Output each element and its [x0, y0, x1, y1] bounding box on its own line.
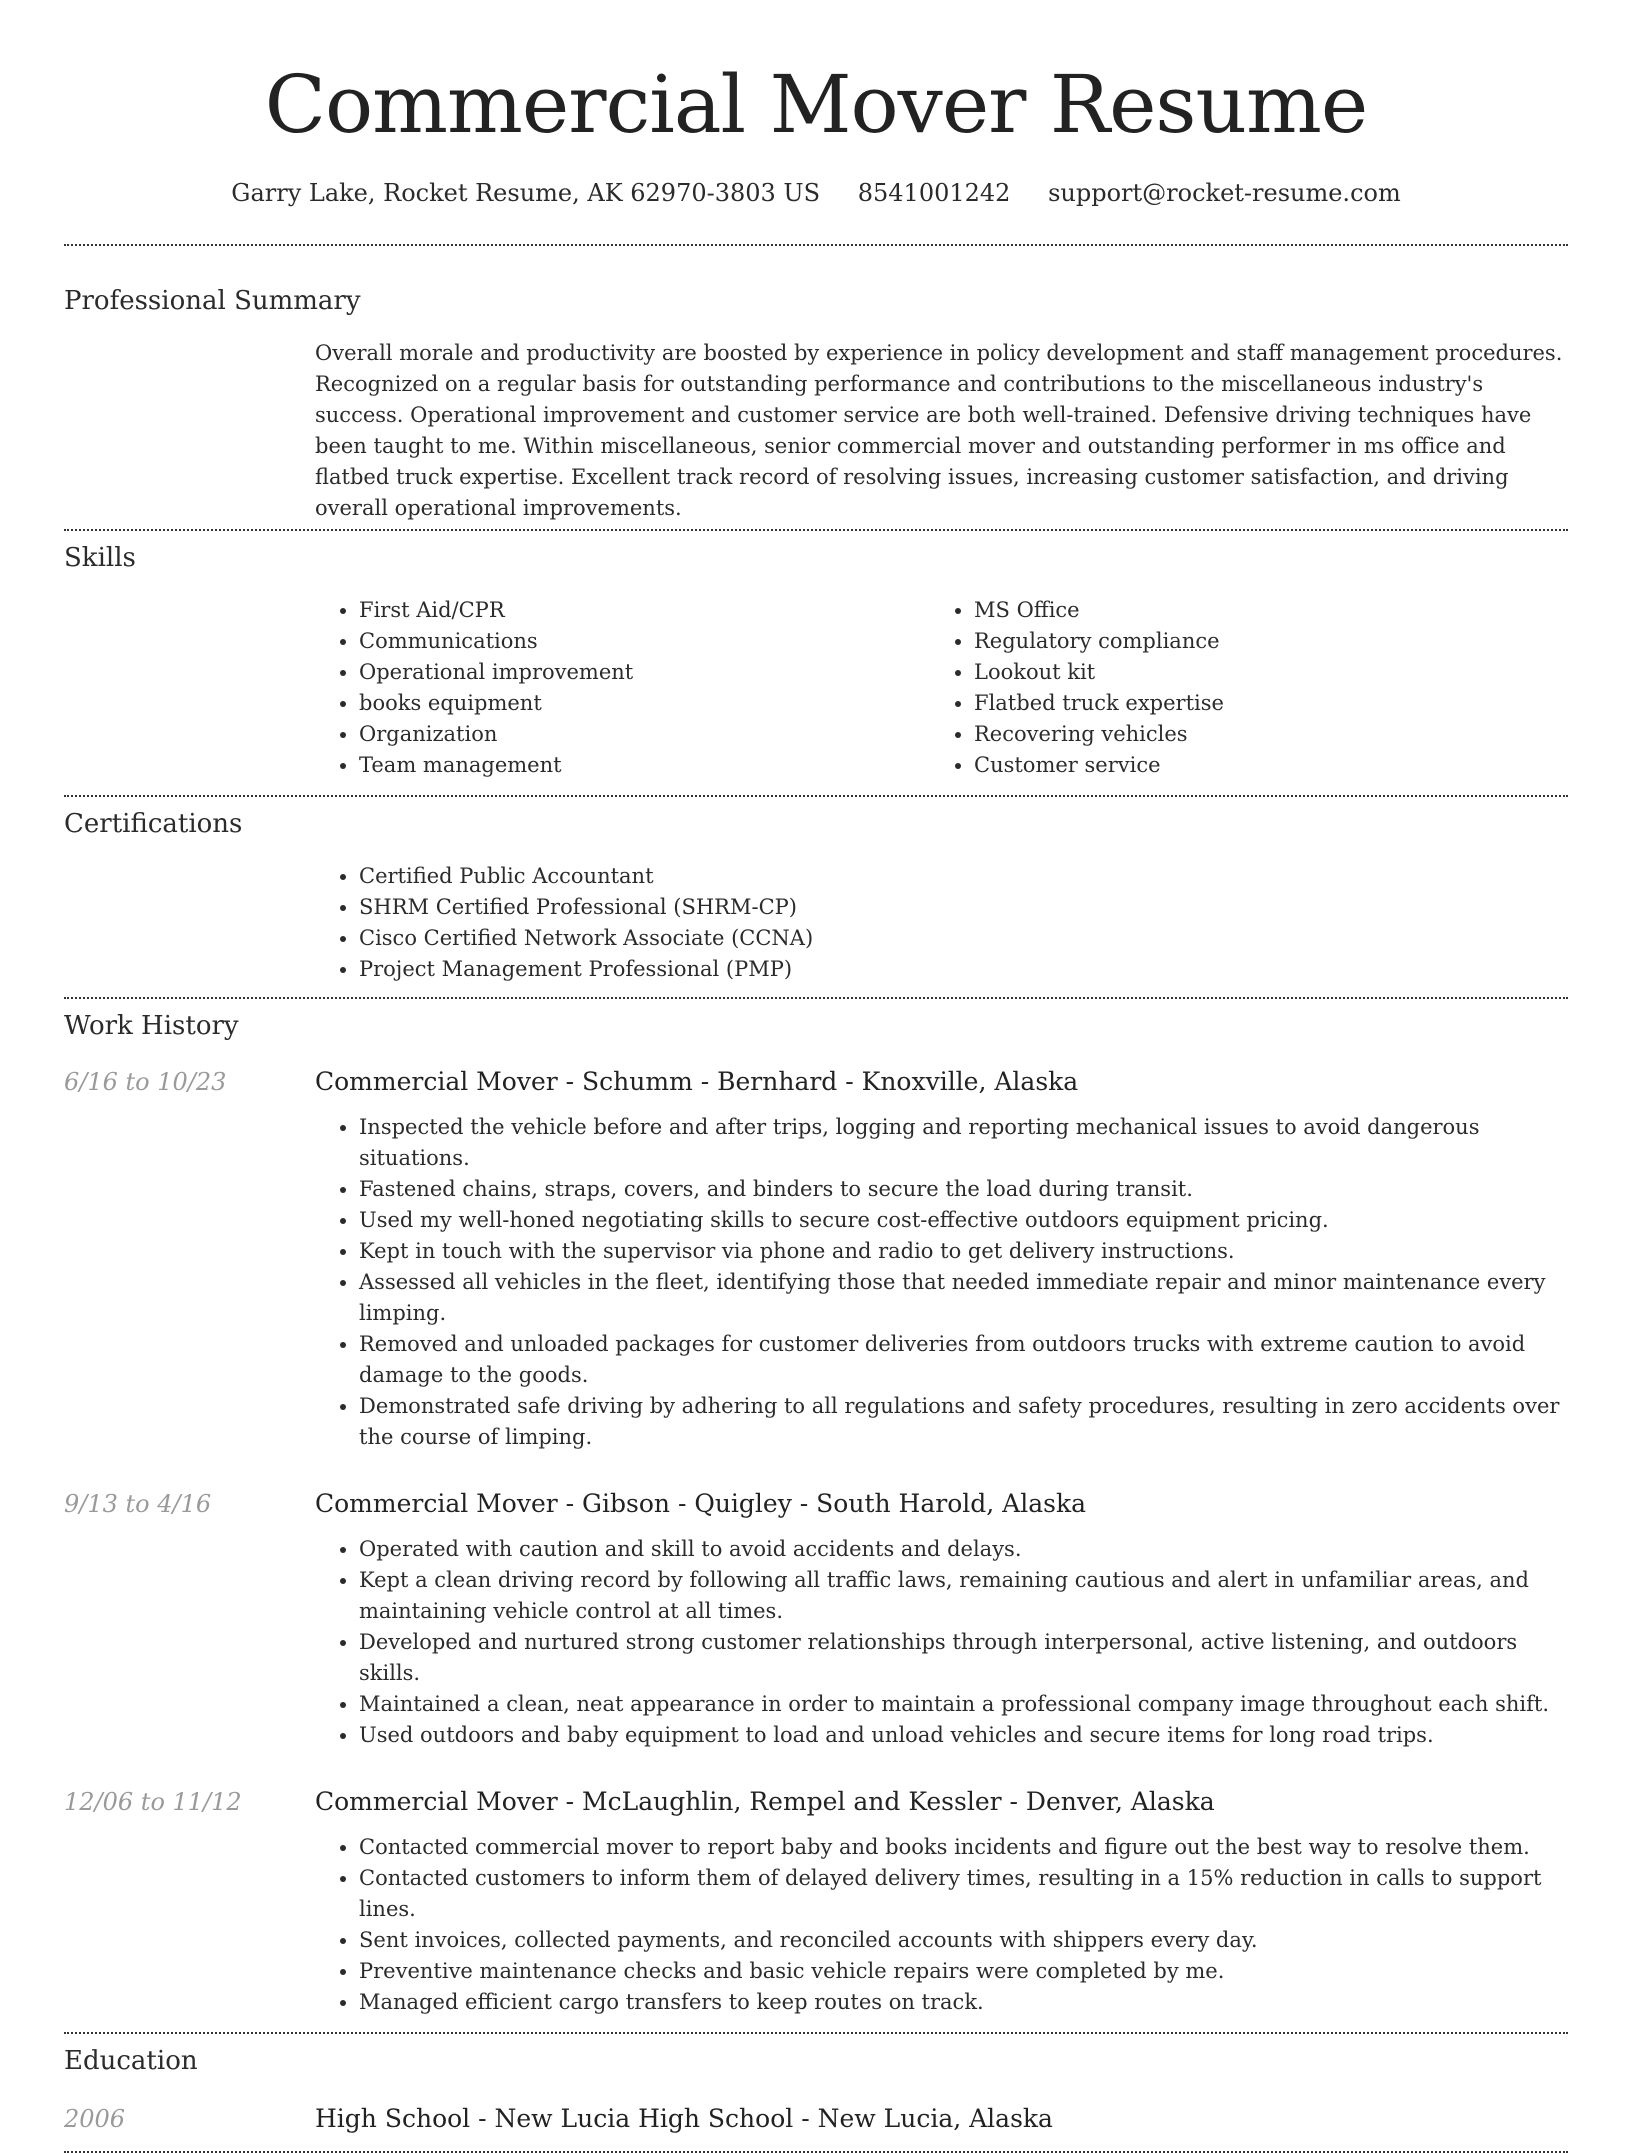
- education-date: 2006: [64, 2105, 126, 2133]
- section-heading-education: Education: [64, 2046, 198, 2076]
- list-item: • Managed efficient cargo transfers to keep routes on track.: [359, 1987, 1568, 2018]
- contact-address: Garry Lake, Rocket Resume, AK 62970-3803 US: [231, 179, 821, 207]
- job-title: Commercial Mover - Schumm - Bernhard - Knoxville, Alaska: [315, 1067, 1079, 1096]
- list-item: • Maintained a clean, neat appearance in order to maintain a professional company image throughout each shift.: [359, 1689, 1568, 1720]
- job-header: [64, 1787, 1568, 1816]
- section-heading-certifications: Certifications: [64, 809, 243, 839]
- job-entry: [64, 1067, 1568, 1453]
- section-heading-work-history: Work History: [64, 1011, 239, 1041]
- contact-phone: 8541001242: [857, 179, 1011, 207]
- list-item: • Contacted customers to inform them of delayed delivery times, resulting in a 15% reduction in calls to support lines.: [359, 1863, 1568, 1925]
- skills-column-left: [315, 595, 930, 781]
- list-item: • Inspected the vehicle before and after trips, logging and reporting mechanical issues to avoid dangerous situations.: [359, 1112, 1568, 1174]
- skills-grid: [315, 595, 1568, 781]
- list-item: • books equipment: [359, 688, 930, 719]
- job-dates: 9/13 to 4/16: [64, 1490, 212, 1518]
- list-item: • Sent invoices, collected payments, and reconciled accounts with shippers every day.: [359, 1925, 1568, 1956]
- list-item: • MS Office: [974, 595, 1545, 626]
- list-item: • Certified Public Accountant: [359, 861, 1568, 892]
- list-item: • SHRM Certified Professional (SHRM-CP): [359, 892, 1568, 923]
- list-item: • Team management: [359, 750, 930, 781]
- summary-section: [64, 246, 1568, 524]
- list-item: • Organization: [359, 719, 930, 750]
- certifications-body: [315, 861, 1568, 985]
- skills-column-right: [930, 595, 1545, 781]
- list-item: • Customer service: [974, 750, 1545, 781]
- job-header: [64, 1489, 1568, 1518]
- list-item: • First Aid/CPR: [359, 595, 930, 626]
- education-title: High School - New Lucia High School - New Lucia, Alaska: [315, 2104, 1053, 2133]
- list-item: • Project Management Professional (PMP): [359, 954, 1568, 985]
- list-item: • Contacted commercial mover to report baby and books incidents and figure out the best way to resolve them.: [359, 1832, 1568, 1863]
- certifications-section: [64, 797, 1568, 985]
- list-item: • Communications: [359, 626, 930, 657]
- job-bullets: [315, 1534, 1568, 1751]
- list-item: • Flatbed truck expertise: [974, 688, 1545, 719]
- list-item: • Lookout kit: [974, 657, 1545, 688]
- list-item: • Cisco Certified Network Associate (CCNA): [359, 923, 1568, 954]
- job-dates: 6/16 to 10/23: [64, 1068, 227, 1096]
- list-item: • Operational improvement: [359, 657, 930, 688]
- list-item: • Recovering vehicles: [974, 719, 1545, 750]
- page-title: Commercial Mover Resume: [264, 58, 1368, 151]
- list-item: • Preventive maintenance checks and basic vehicle repairs were completed by me.: [359, 1956, 1568, 1987]
- education-entry: [64, 2104, 1568, 2133]
- job-bullets: [315, 1832, 1568, 2018]
- job-title: Commercial Mover - McLaughlin, Rempel and Kessler - Denver, Alaska: [315, 1787, 1215, 1816]
- job-dates: 12/06 to 11/12: [64, 1788, 242, 1816]
- list-item: • Operated with caution and skill to avoid accidents and delays.: [359, 1534, 1568, 1565]
- list-item: • Kept in touch with the supervisor via phone and radio to get delivery instructions.: [359, 1236, 1568, 1267]
- section-heading-summary: Professional Summary: [64, 286, 361, 316]
- list-item: • Regulatory compliance: [974, 626, 1545, 657]
- list-item: • Fastened chains, straps, covers, and binders to secure the load during transit.: [359, 1174, 1568, 1205]
- section-heading-skills: Skills: [64, 543, 136, 573]
- list-item: • Developed and nurtured strong customer relationships through interpersonal, active listening, and outdoors skills.: [359, 1627, 1568, 1689]
- job-bullets: [315, 1112, 1568, 1453]
- list-item: • Used my well-honed negotiating skills to secure cost-effective outdoors equipment pricing.: [359, 1205, 1568, 1236]
- summary-text: Overall morale and productivity are boosted by experience in policy development and staff management procedures. Recognized on a regular basis for outstanding performance and contributions to the miscellaneous industry's success. Operational improvement and customer service are both well-trained. Defensive driving techniques have been taught to me. Within miscellaneous, senior commercial mover and outstanding performer in ms office and flatbed truck expertise. Excellent track record of resolving issues, increasing customer satisfaction, and driving overall operational improvements.: [315, 341, 1563, 520]
- job-entry: [64, 1787, 1568, 2018]
- education-section: [64, 2034, 1568, 2133]
- summary-body: [315, 338, 1568, 524]
- work-history-section: [64, 999, 1568, 2018]
- list-item: • Used outdoors and baby equipment to load and unload vehicles and secure items for long road trips.: [359, 1720, 1568, 1751]
- job-header: [64, 1067, 1568, 1096]
- job-entry: [64, 1489, 1568, 1751]
- skills-section: [64, 531, 1568, 781]
- list-item: • Demonstrated safe driving by adhering to all regulations and safety procedures, resulting in zero accidents over the course of limping.: [359, 1391, 1568, 1453]
- contact-line: [64, 178, 1568, 208]
- list-item: • Removed and unloaded packages for customer deliveries from outdoors trucks with extreme caution to avoid damage to the goods.: [359, 1329, 1568, 1391]
- list-item: • Assessed all vehicles in the fleet, identifying those that needed immediate repair and minor maintenance every limping.: [359, 1267, 1568, 1329]
- list-item: • Kept a clean driving record by following all traffic laws, remaining cautious and alert in unfamiliar areas, and maintaining vehicle control at all times.: [359, 1565, 1568, 1627]
- job-title: Commercial Mover - Gibson - Quigley - South Harold, Alaska: [315, 1489, 1086, 1518]
- job-list: [64, 1067, 1568, 2018]
- contact-email: support@rocket-resume.com: [1048, 179, 1401, 207]
